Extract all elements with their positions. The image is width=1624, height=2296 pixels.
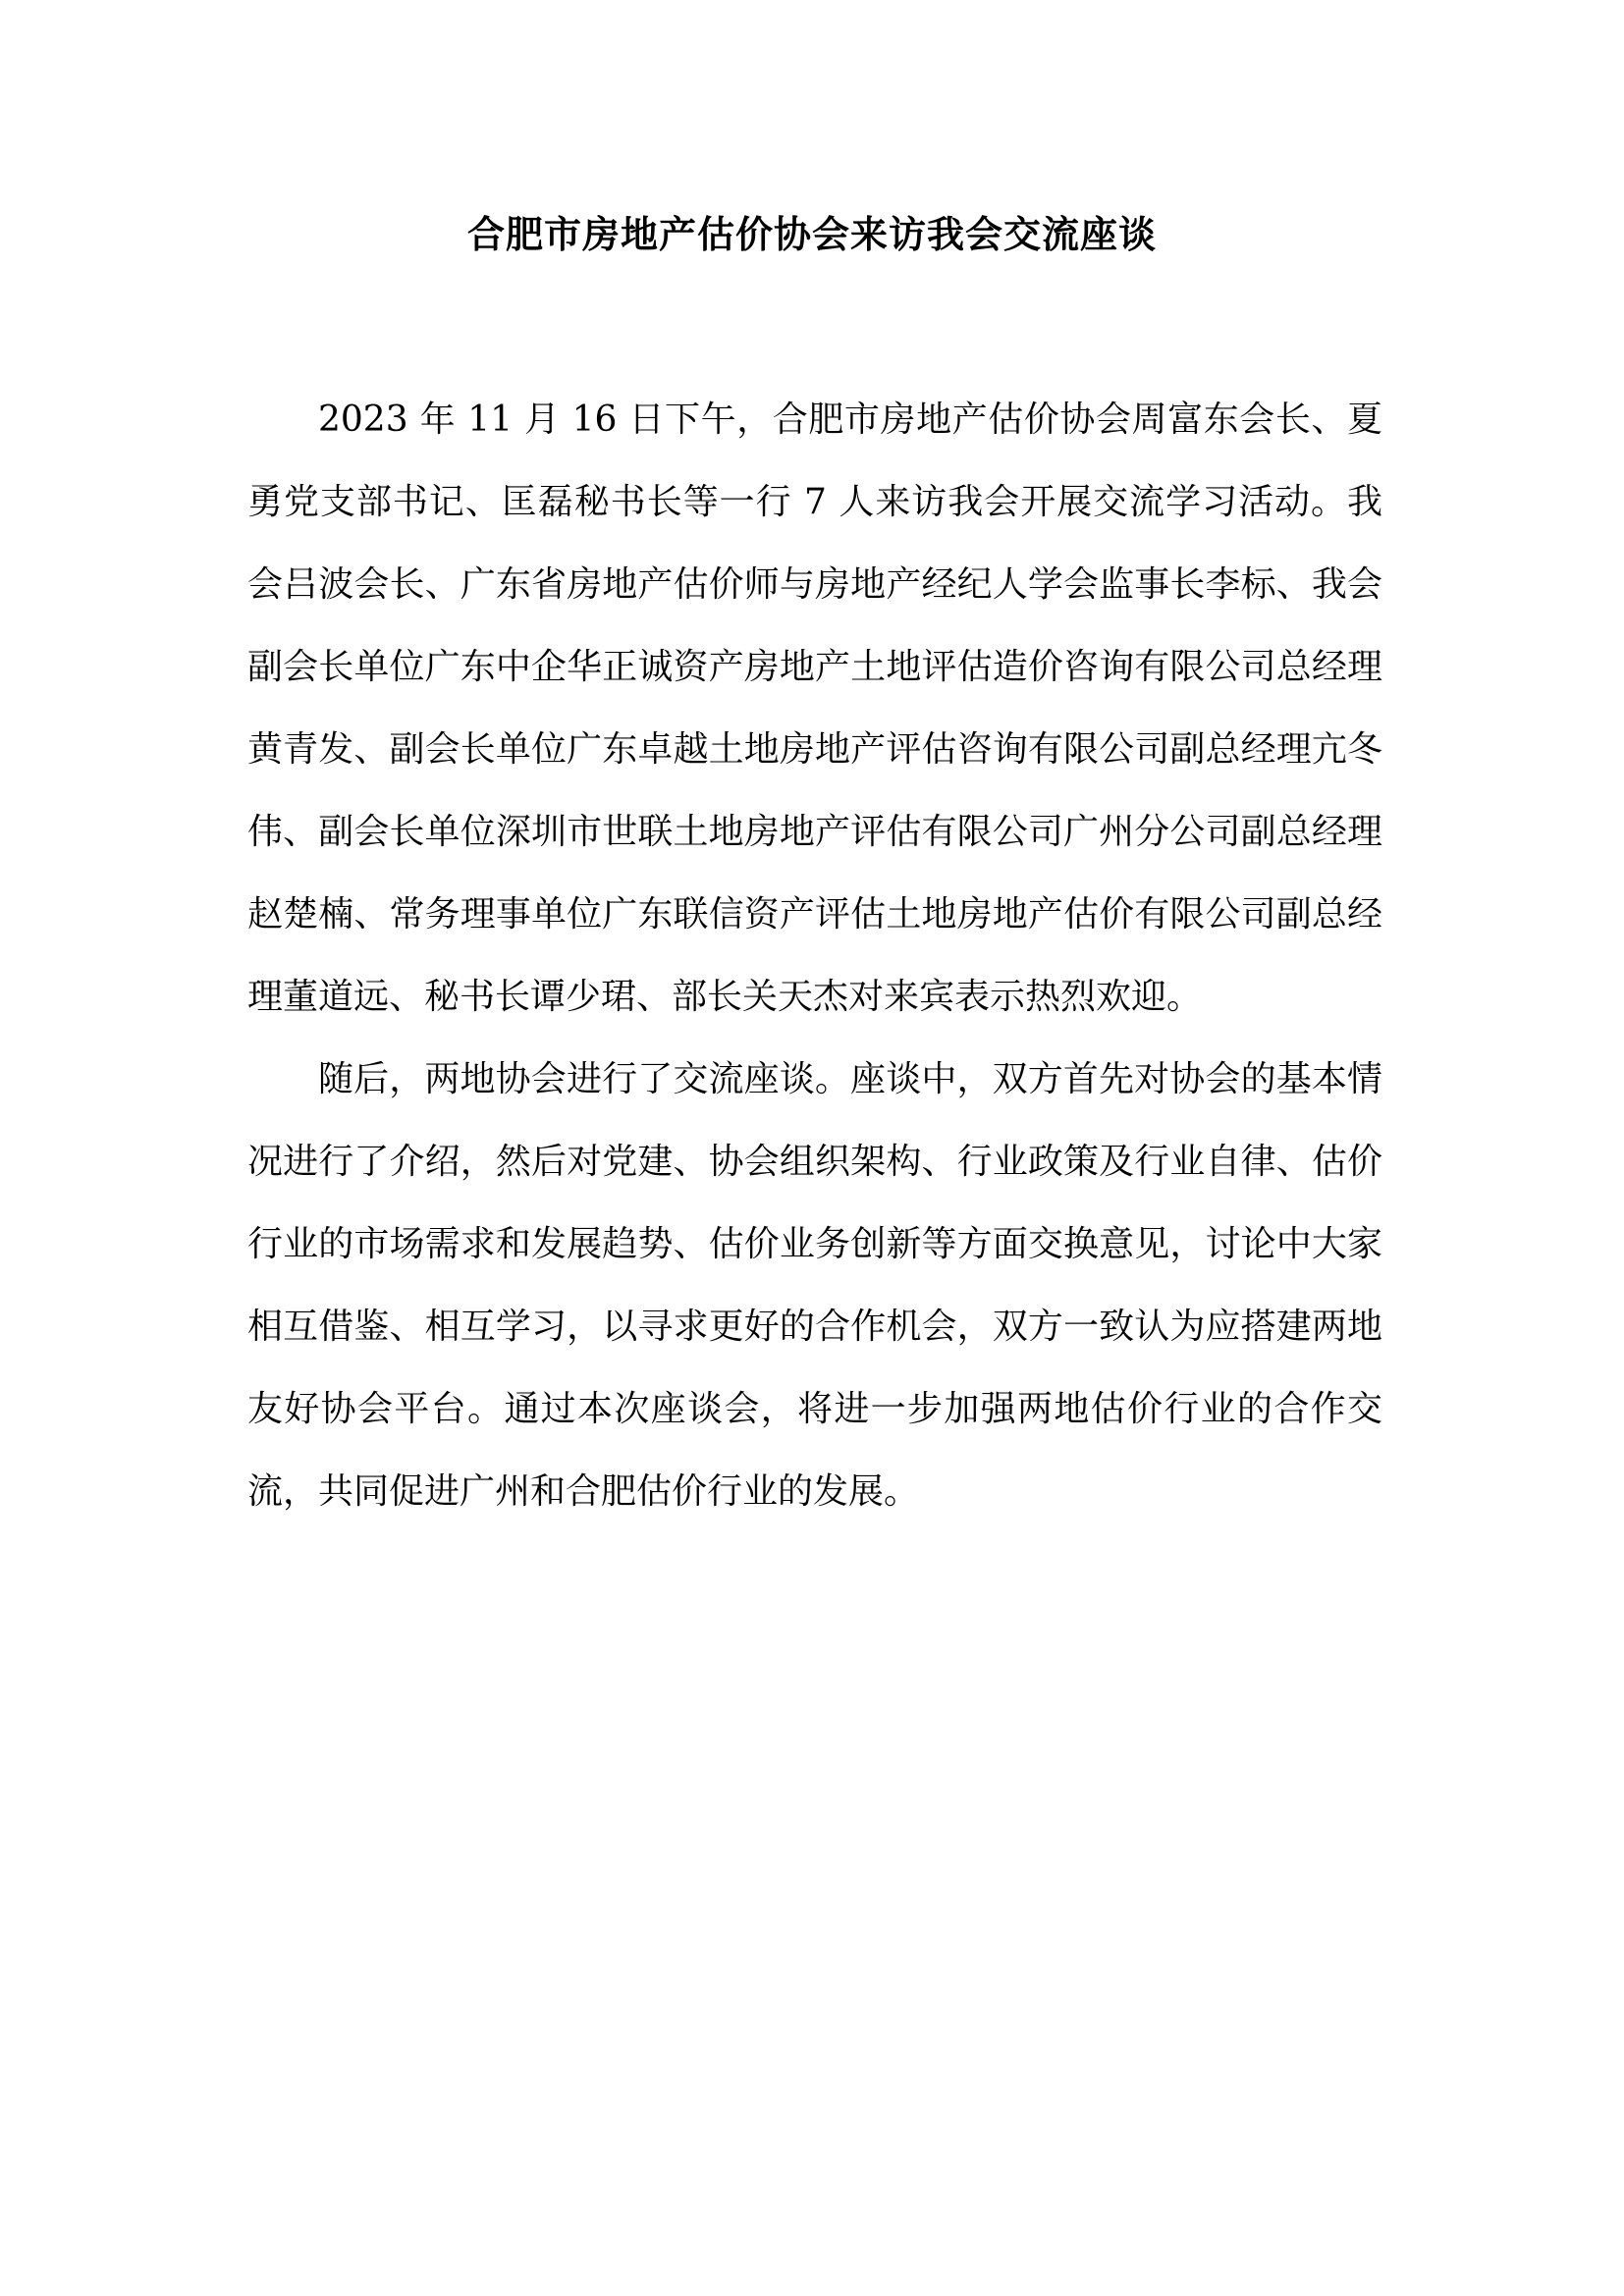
paragraph-visit-introduction: 2023 年 11 月 16 日下午，合肥市房地产估价协会周富东会长、夏勇党支部书记、匡磊秘书长等一行 7 人来访我会开展交流学习活动。我会吕波会长、广东省房地产估价师与房地产经纪人学会监事长李标、我会副会长单位广东中企华正诚资产房地产土地评估造价咨询有限公司总经理黄青发、副会长单位广东卓越土地房地产评估咨询有限公司副总经理亢冬伟、副会长单位深圳市世联土地房地产评估有限公司广州分公司副总经理赵楚楠、常务理事单位广东联信资产评估土地房地产估价有限公司副总经理董道远、秘书长谭少珺、部长关天杰对来宾表示热烈欢迎。 (247, 400, 1382, 1017)
document-body (247, 379, 1382, 1533)
paragraph-discussion-summary: 随后，两地协会进行了交流座谈。座谈中，双方首先对协会的基本情况进行了介绍，然后对党建、协会组织架构、行业政策及行业自律、估价行业的市场需求和发展趋势、估价业务创新等方面交换意见，讨论中大家相互借鉴、相互学习，以寻求更好的合作机会，双方一致认为应搭建两地友好协会平台。通过本次座谈会，将进一步加强两地估价行业的合作交流，共同促进广州和合肥估价行业的发展。 (247, 1059, 1382, 1512)
document-title: 合肥市房地产估价协会来访我会交流座谈 (466, 213, 1157, 256)
